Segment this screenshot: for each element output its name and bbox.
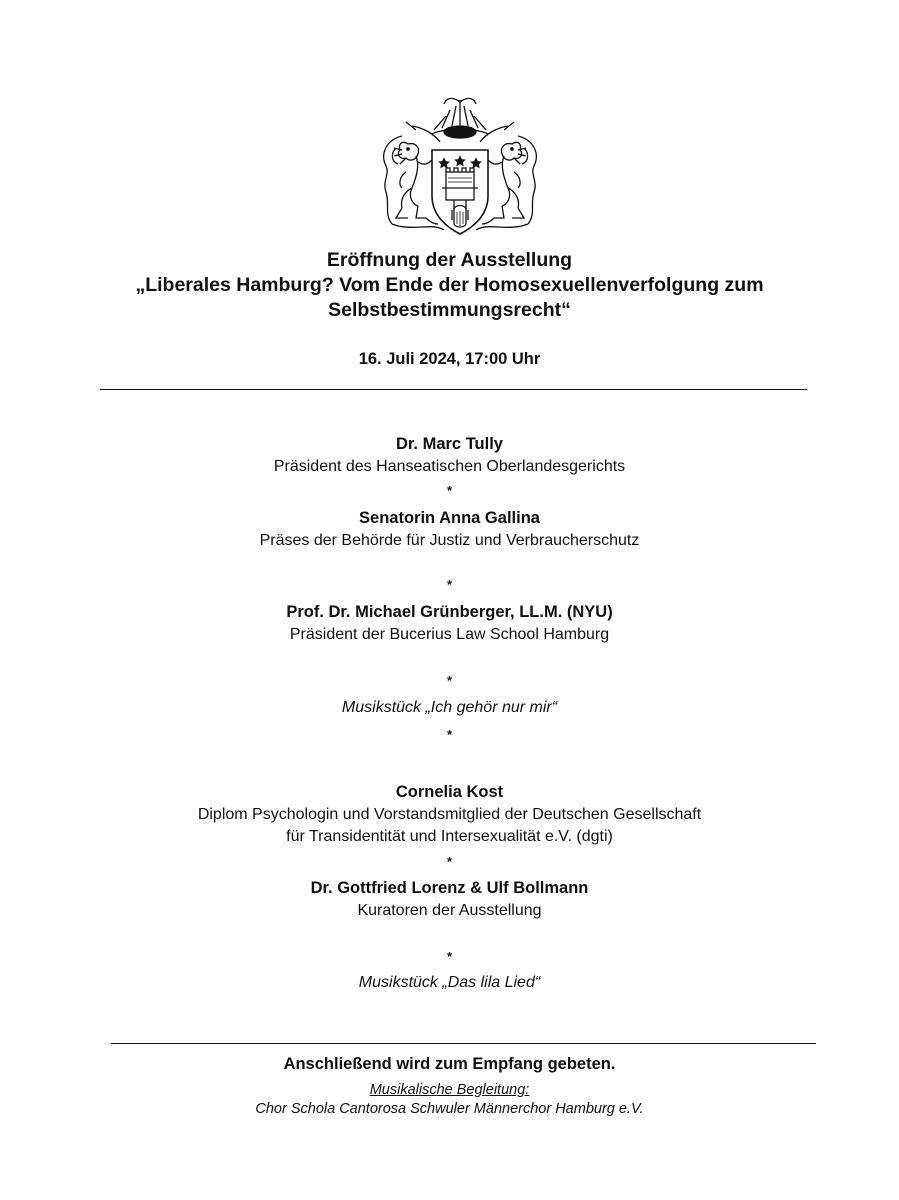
closing-note: Anschließend wird zum Empfang gebeten. xyxy=(283,1055,616,1073)
speaker-role: Präses der Behörde für Justiz und Verbraucherschutz xyxy=(259,532,640,549)
footer xyxy=(0,1053,899,1119)
event-date: 16. Juli 2024, 17:00 Uhr xyxy=(358,350,541,368)
speaker-role-line-2: für Transidentität und Intersexualität e.V. (dgti) xyxy=(286,828,613,845)
accompaniment-text: Chor Schola Cantorosa Schwuler Männerchor Hamburg e.V. xyxy=(255,1101,644,1117)
music-title: Musikstück „Ich gehör nur mir“ xyxy=(341,699,558,716)
helmet-crest-icon xyxy=(406,98,514,142)
right-lion-icon xyxy=(488,142,526,218)
speaker-role-line-1: Diplom Psychologin und Vorstandsmitglied der Deutschen Gesellschaft xyxy=(197,806,702,823)
music-piece-2 xyxy=(0,972,899,994)
separator-star: * xyxy=(446,727,453,742)
speaker-1 xyxy=(0,433,899,478)
speaker-2 xyxy=(0,507,899,552)
speaker-role: Präsident der Bucerius Law School Hamburg xyxy=(289,626,610,643)
hamburg-coat-of-arms-icon xyxy=(372,92,548,244)
speaker-3 xyxy=(0,601,899,646)
separator-star: * xyxy=(446,673,453,688)
music-piece-1 xyxy=(0,697,899,719)
event-title xyxy=(60,248,839,323)
speaker-role: Präsident des Hanseatischen Oberlandesgerichts xyxy=(273,458,626,475)
separator-star: * xyxy=(446,577,453,592)
separator-star: * xyxy=(446,949,453,964)
speaker-name: Senatorin Anna Gallina xyxy=(359,509,540,527)
left-lion-icon xyxy=(394,142,432,218)
speaker-name: Cornelia Kost xyxy=(395,783,504,801)
title-line-1: Eröffnung der Ausstellung xyxy=(326,249,573,271)
speaker-name: Prof. Dr. Michael Grünberger, LL.M. (NYU) xyxy=(286,603,613,621)
separator-star: * xyxy=(446,854,453,869)
music-title: Musikstück „Das lila Lied“ xyxy=(358,974,541,991)
separator-star: * xyxy=(446,483,453,498)
bottom-divider xyxy=(111,1043,816,1044)
speaker-4 xyxy=(0,781,899,848)
speaker-name: Dr. Gottfried Lorenz & Ulf Bollmann xyxy=(310,879,589,897)
top-divider xyxy=(100,389,807,390)
speaker-name: Dr. Marc Tully xyxy=(396,435,503,453)
title-line-3: Selbstbestimmungsrecht“ xyxy=(328,299,571,321)
title-line-2: „Liberales Hamburg? Vom Ende der Homosexuellenverfolgung zum xyxy=(135,274,764,296)
accompaniment-label: Musikalische Begleitung: xyxy=(369,1082,530,1098)
shield-icon xyxy=(432,150,488,234)
speaker-role: Kuratoren der Ausstellung xyxy=(357,902,542,919)
speaker-5 xyxy=(0,877,899,922)
